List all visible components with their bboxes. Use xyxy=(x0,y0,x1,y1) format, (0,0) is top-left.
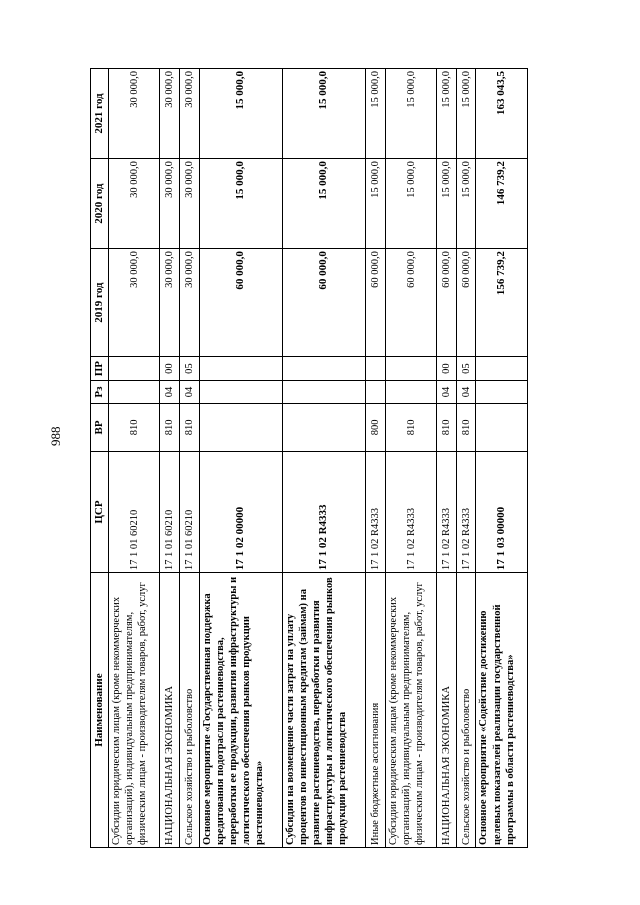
row-2019: 156 739,2 xyxy=(476,249,528,357)
row-2020: 30 000,0 xyxy=(109,159,160,249)
row-2021: 30 000,0 xyxy=(160,69,180,159)
table-header-row xyxy=(91,69,109,848)
row-name: Сельское хозяйство и рыболовство xyxy=(180,573,200,848)
row-2021: 15 000,0 xyxy=(437,69,457,159)
table-row xyxy=(385,69,436,848)
row-rz xyxy=(476,381,528,404)
row-2020: 15 000,0 xyxy=(282,159,365,249)
table-row xyxy=(456,69,476,848)
row-pr: 00 xyxy=(160,357,180,381)
row-2020: 146 739,2 xyxy=(476,159,528,249)
row-name: Основное мероприятие «Государственная поддержка кредитования подотрасли растениеводства, переработки ее продукции, развития инфраструктуры и логистического обеспечения рынков продукции растениеводства» xyxy=(199,573,282,848)
row-rz xyxy=(282,381,365,404)
table-row xyxy=(160,69,180,848)
row-rz: 04 xyxy=(437,381,457,404)
row-2019: 60 000,0 xyxy=(437,249,457,357)
row-vr: 810 xyxy=(385,403,436,451)
row-name: Сельское хозяйство и рыболовство xyxy=(456,573,476,848)
row-name: Субсидии юридическим лицам (кроме некоммерческих организаций), индивидуальным предпринимателям, физическим лицам - производителям товаров, работ, услуг xyxy=(109,573,160,848)
row-csr: 17 1 01 60210 xyxy=(160,451,180,572)
row-name: Иные бюджетные ассигнования xyxy=(366,573,386,848)
table-row xyxy=(476,69,528,848)
row-vr xyxy=(199,403,282,451)
row-rz xyxy=(385,381,436,404)
row-pr xyxy=(282,357,365,381)
row-vr xyxy=(476,403,528,451)
row-2020: 15 000,0 xyxy=(456,159,476,249)
row-csr: 17 1 01 60210 xyxy=(109,451,160,572)
row-vr: 810 xyxy=(109,403,160,451)
table-row xyxy=(282,69,365,848)
table-row xyxy=(180,69,200,848)
row-2019: 60 000,0 xyxy=(456,249,476,357)
row-2021: 15 000,0 xyxy=(199,69,282,159)
row-name: НАЦИОНАЛЬНАЯ ЭКОНОМИКА xyxy=(437,573,457,848)
row-csr: 17 1 02 R4333 xyxy=(282,451,365,572)
row-rz xyxy=(109,381,160,404)
row-pr xyxy=(476,357,528,381)
row-2020: 15 000,0 xyxy=(366,159,386,249)
row-2019: 60 000,0 xyxy=(366,249,386,357)
table-row xyxy=(199,69,282,848)
row-rz: 04 xyxy=(456,381,476,404)
row-vr: 800 xyxy=(366,403,386,451)
column-header-name: Наименование xyxy=(91,573,109,848)
row-name: Основное мероприятие «Содействие достижению целевых показателей реализации государственной программы в области растениеводства» xyxy=(476,573,528,848)
row-csr: 17 1 02 00000 xyxy=(199,451,282,572)
row-2019: 30 000,0 xyxy=(109,249,160,357)
row-2019: 60 000,0 xyxy=(385,249,436,357)
row-name: Субсидии юридическим лицам (кроме некоммерческих организаций), индивидуальным предпринимателям, физическим лицам - производителям товаров, работ, услуг xyxy=(385,573,436,848)
row-pr xyxy=(109,357,160,381)
row-2020: 30 000,0 xyxy=(160,159,180,249)
row-2021: 15 000,0 xyxy=(385,69,436,159)
budget-table xyxy=(90,68,528,848)
row-name: НАЦИОНАЛЬНАЯ ЭКОНОМИКА xyxy=(160,573,180,848)
row-2021: 15 000,0 xyxy=(282,69,365,159)
column-header-vr: ВР xyxy=(91,403,109,451)
row-pr xyxy=(366,357,386,381)
row-vr xyxy=(282,403,365,451)
row-2020: 15 000,0 xyxy=(437,159,457,249)
row-2019: 30 000,0 xyxy=(160,249,180,357)
row-2021: 30 000,0 xyxy=(109,69,160,159)
row-2019: 60 000,0 xyxy=(282,249,365,357)
row-pr xyxy=(385,357,436,381)
column-header-2020: 2020 год xyxy=(91,159,109,249)
row-2019: 30 000,0 xyxy=(180,249,200,357)
row-vr: 810 xyxy=(160,403,180,451)
column-header-2019: 2019 год xyxy=(91,249,109,357)
budget-table-wrapper xyxy=(90,68,528,848)
row-vr: 810 xyxy=(180,403,200,451)
row-pr: 00 xyxy=(437,357,457,381)
row-pr: 05 xyxy=(180,357,200,381)
row-rz xyxy=(199,381,282,404)
row-2020: 15 000,0 xyxy=(199,159,282,249)
row-rz: 04 xyxy=(180,381,200,404)
row-2021: 163 043,5 xyxy=(476,69,528,159)
column-header-rz: Рз xyxy=(91,381,109,404)
row-rz: 04 xyxy=(160,381,180,404)
column-header-pr: ПР xyxy=(91,357,109,381)
row-2020: 30 000,0 xyxy=(180,159,200,249)
column-header-csr: ЦСР xyxy=(91,451,109,572)
row-csr: 17 1 02 R4333 xyxy=(437,451,457,572)
page-number: 988 xyxy=(48,426,63,446)
row-2021: 30 000,0 xyxy=(180,69,200,159)
row-pr xyxy=(199,357,282,381)
row-vr: 810 xyxy=(437,403,457,451)
row-csr: 17 1 01 60210 xyxy=(180,451,200,572)
row-csr: 17 1 02 R4333 xyxy=(366,451,386,572)
row-pr: 05 xyxy=(456,357,476,381)
row-2021: 15 000,0 xyxy=(456,69,476,159)
row-vr: 810 xyxy=(456,403,476,451)
table-row xyxy=(109,69,160,848)
row-name: Субсидии на возмещение части затрат на уплату процентов по инвестиционным кредитам (займам) на развитие растениеводства, переработки и развития инфраструктуры и логистического обеспечения рынков продукции растениеводства xyxy=(282,573,365,848)
row-2021: 15 000,0 xyxy=(366,69,386,159)
row-2019: 60 000,0 xyxy=(199,249,282,357)
table-row xyxy=(366,69,386,848)
row-csr: 17 1 02 R4333 xyxy=(385,451,436,572)
column-header-2021: 2021 год xyxy=(91,69,109,159)
row-2020: 15 000,0 xyxy=(385,159,436,249)
row-csr: 17 1 03 00000 xyxy=(476,451,528,572)
row-csr: 17 1 02 R4333 xyxy=(456,451,476,572)
row-rz xyxy=(366,381,386,404)
table-row xyxy=(437,69,457,848)
